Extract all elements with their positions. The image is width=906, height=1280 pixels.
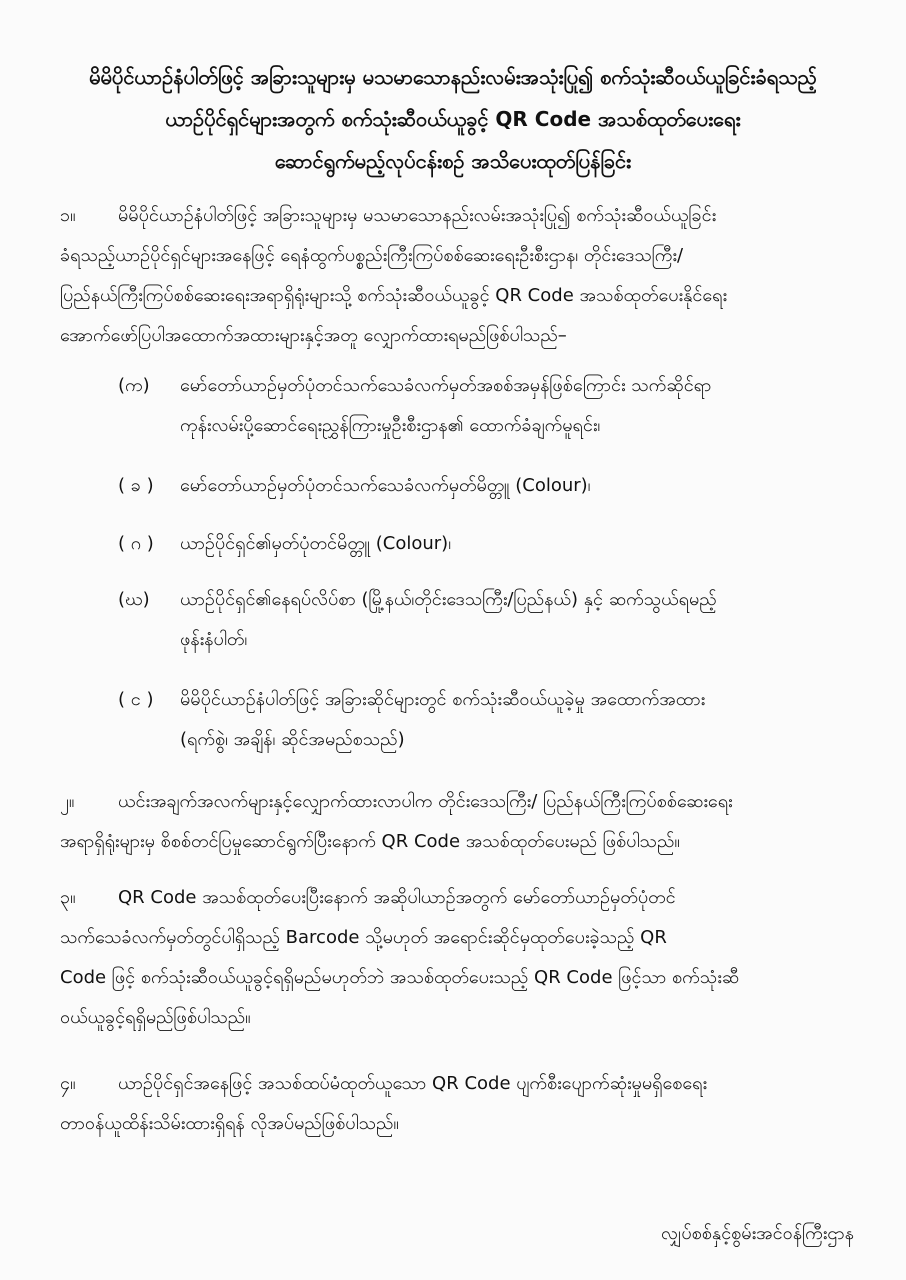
paragraph-number: ၁။ (60, 205, 76, 226)
item-text: ဖုန်းနံပါတ်၊ (180, 629, 248, 650)
paragraph-text: အရာရှိရုံးများမှ စိစစ်တင်ပြမှုဆောင်ရွက်ပြီးနောက် QR Code အသစ်ထုတ်ပေးမည် ဖြစ်ပါသည်။ (60, 831, 680, 852)
paragraph-text: ဝယ်ယူခွင့်ရရှိမည်ဖြစ်ပါသည်။ (60, 1007, 251, 1028)
item-text: မော်တော်ယာဉ်မှတ်ပုံတင်သက်သေခံလက်မှတ်အစစ်အမှန်ဖြစ်ကြောင်း သက်ဆိုင်ရာ (180, 375, 712, 396)
item-text: ယာဉ်ပိုင်ရှင်၏မှတ်ပုံတင်မိတ္တူ (Colour)၊ (180, 533, 452, 554)
item-label: ( င ) (118, 689, 154, 710)
title-line: ယာဉ်ပိုင်ရှင်များအတွက် စက်သုံးဆီဝယ်ယူခွင့် QR Code အသစ်ထုတ်ပေးရေး (165, 107, 741, 131)
item-text: မော်တော်ယာဉ်မှတ်ပုံတင်သက်သေခံလက်မှတ်မိတ္တူ (Colour)၊ (180, 475, 591, 496)
item-label: ( ဂ ) (118, 533, 154, 554)
paragraph-4 (60, 1064, 852, 1144)
paragraph-text: တာဝန်ယူထိန်းသိမ်းထားရှိရန် လိုအပ်မည်ဖြစ်ပါသည်။ (60, 1113, 399, 1134)
paragraph-3 (60, 878, 852, 1038)
paragraph-number: ၄။ (60, 1073, 76, 1094)
item-label: ( ခ ) (118, 475, 154, 496)
paragraph-2 (60, 782, 852, 862)
paragraph-text: ခံရသည့်ယာဉ်ပိုင်ရှင်များအနေဖြင့် ရေနံထွက်ပစ္စည်းကြီးကြပ်စစ်ဆေးရေးဦးစီးဌာန၊ တိုင်းဒေသကြီး/ (60, 245, 684, 266)
paragraph-text: အောက်ဖော်ပြပါအထောက်အထားများနှင့်အတူ လျှောက်ထားရမည်ဖြစ်ပါသည်– (60, 325, 567, 346)
item-text: ကုန်းလမ်းပို့ဆောင်ရေးညွှန်ကြားမှုဦးစီးဌာန၏ ထောက်ခံချက်မူရင်း၊ (180, 415, 601, 436)
paragraph-number: ၃။ (60, 887, 76, 908)
paragraph-text: မိမိပိုင်ယာဉ်နံပါတ်ဖြင့် အခြားသူများမှ မသမာသောနည်းလမ်းအသုံးပြု၍ စက်သုံးဆီဝယ်ယူခြင်း (118, 205, 717, 226)
paragraph-text: ပြည်နယ်ကြီးကြပ်စစ်ဆေးရေးအရာရှိရုံးများသို့ စက်သုံးဆီဝယ်ယူခွင့် QR Code အသစ်ထုတ်ပေးနိုင်ရေး (60, 285, 728, 306)
item-text: ယာဉ်ပိုင်ရှင်၏နေရပ်လိပ်စာ (မြို့နယ်၊တိုင်းဒေသကြီး/ပြည်နယ်) နှင့် ဆက်သွယ်ရမည့် (180, 589, 717, 610)
announcement-title (40, 56, 866, 182)
item-text: (ရက်စွဲ၊ အချိန်၊ ဆိုင်အမည်စသည်) (180, 729, 405, 750)
paragraph-text: ယင်းအချက်အလက်များနှင့်လျှောက်ထားလာပါက တိုင်းဒေသကြီး/ ပြည်နယ်ကြီးကြပ်စစ်ဆေးရေး (118, 791, 733, 812)
item-label: (က) (118, 375, 150, 396)
title-line: ဆောင်ရွက်မည့်လုပ်ငန်းစဉ် အသိပေးထုတ်ပြန်ခြင်း (274, 149, 632, 173)
item-label: (ဃ) (118, 589, 150, 610)
paragraph-text: ယာဉ်ပိုင်ရှင်အနေဖြင့် အသစ်ထပ်မံထုတ်ယူသော QR Code ပျက်စီးပျောက်ဆုံးမှုမရှိစေရေး (118, 1073, 708, 1094)
paragraph-1 (60, 196, 852, 356)
paragraph-number: ၂။ (60, 791, 75, 812)
title-line: မိမိပိုင်ယာဉ်နံပါတ်ဖြင့် အခြားသူများမှ မသမာသောနည်းလမ်းအသုံးပြု၍ စက်သုံးဆီဝယ်ယူခြင်းခံရသည့် (89, 65, 817, 89)
item-text: မိမိပိုင်ယာဉ်နံပါတ်ဖြင့် အခြားဆိုင်များတွင် စက်သုံးဆီဝယ်ယူခဲ့မှု အထောက်အထား (180, 689, 706, 710)
paragraph-text: သက်သေခံလက်မှတ်တွင်ပါရှိသည့် Barcode သို့မဟုတ် အရောင်းဆိုင်မှထုတ်ပေးခဲ့သည့် QR (60, 927, 667, 948)
paragraph-text: Code ဖြင့် စက်သုံးဆီဝယ်ယူခွင့်ရရှိမည်မဟုတ်ဘဲ အသစ်ထုတ်ပေးသည့် QR Code ဖြင့်သာ စက်သုံးဆီ (60, 967, 740, 988)
paragraph-text: QR Code အသစ်ထုတ်ပေးပြီးနောက် အဆိုပါယာဉ်အတွက် မော်တော်ယာဉ်မှတ်ပုံတင် (118, 887, 676, 908)
issuing-ministry: လျှပ်စစ်နှင့်စွမ်းအင်ဝန်ကြီးဌာန (660, 1223, 854, 1244)
